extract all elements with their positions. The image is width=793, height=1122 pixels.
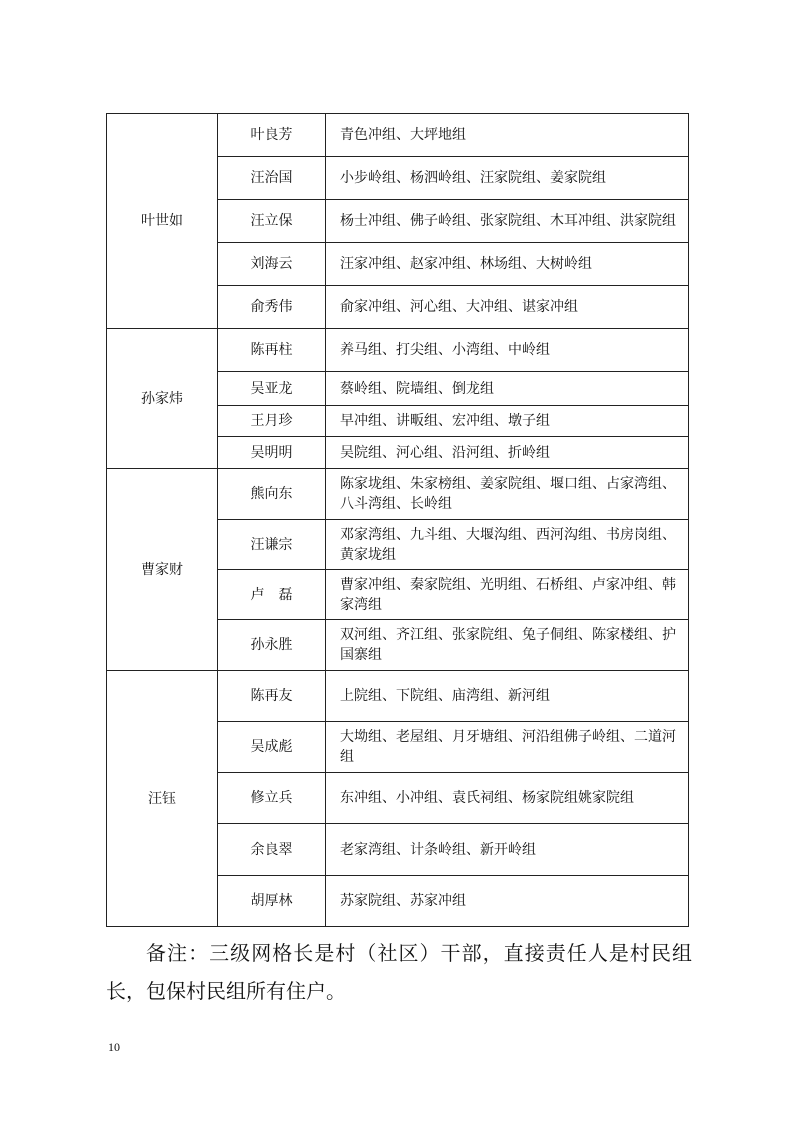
- member-cell: 修立兵: [218, 773, 326, 824]
- member-cell: 刘海云: [218, 243, 326, 286]
- table-row: [107, 114, 689, 157]
- groups-cell: 陈家垅组、朱家榜组、姜家院组、堰口组、占家湾组、八斗湾组、长岭组: [326, 469, 689, 520]
- member-cell: 胡厚林: [218, 876, 326, 927]
- member-cell: 汪立保: [218, 200, 326, 243]
- member-cell: 吴明明: [218, 437, 326, 469]
- groups-cell: 小步岭组、杨泗岭组、汪家院组、姜家院组: [326, 157, 689, 200]
- groups-cell: 上院组、下院组、庙湾组、新河组: [326, 671, 689, 722]
- groups-cell: 养马组、打尖组、小湾组、中岭组: [326, 329, 689, 372]
- member-cell: 吴亚龙: [218, 372, 326, 406]
- leader-cell: 叶世如: [107, 114, 218, 329]
- groups-cell: 俞家冲组、河心组、大冲组、谌家冲组: [326, 286, 689, 329]
- member-cell: 余良翠: [218, 824, 326, 876]
- remark-paragraph: 备注：三级网格长是村（社区）干部，直接责任人是村民组长，包保村民组所有住户。: [106, 941, 692, 1003]
- groups-cell: 东冲组、小冲组、袁氏祠组、杨家院组姚家院组: [326, 773, 689, 824]
- page-number: 10: [108, 1040, 120, 1054]
- table-row: [107, 469, 689, 520]
- member-cell: 吴成彪: [218, 722, 326, 773]
- groups-cell: 早冲组、讲畈组、宏冲组、墩子组: [326, 406, 689, 437]
- table-row: [107, 329, 689, 372]
- leader-cell: 曹家财: [107, 469, 218, 671]
- member-cell: 俞秀伟: [218, 286, 326, 329]
- leader-cell: 孙家炜: [107, 329, 218, 469]
- member-cell: 陈再柱: [218, 329, 326, 372]
- groups-cell: 邓家湾组、九斗组、大堰沟组、西河沟组、书房岗组、黄家垅组: [326, 520, 689, 570]
- groups-cell: 青色冲组、大坪地组: [326, 114, 689, 157]
- member-cell: 卢 磊: [218, 570, 326, 620]
- groups-cell: 吴院组、河心组、沿河组、折岭组: [326, 437, 689, 469]
- grid-assignment-table: [106, 113, 689, 927]
- member-cell: 王月珍: [218, 406, 326, 437]
- groups-cell: 大坳组、老屋组、月牙塘组、河沿组佛子岭组、二道河组: [326, 722, 689, 773]
- groups-cell: 杨士冲组、佛子岭组、张家院组、木耳冲组、洪家院组: [326, 200, 689, 243]
- groups-cell: 汪家冲组、赵家冲组、林场组、大树岭组: [326, 243, 689, 286]
- member-cell: 孙永胜: [218, 620, 326, 671]
- groups-cell: 老家湾组、计条岭组、新开岭组: [326, 824, 689, 876]
- member-cell: 汪谦宗: [218, 520, 326, 570]
- groups-cell: 双河组、齐江组、张家院组、兔子侗组、陈家楼组、护国寨组: [326, 620, 689, 671]
- member-cell: 熊向东: [218, 469, 326, 520]
- leader-cell: 汪钰: [107, 671, 218, 927]
- member-cell: 汪治国: [218, 157, 326, 200]
- groups-cell: 蔡岭组、院墙组、倒龙组: [326, 372, 689, 406]
- groups-cell: 曹家冲组、秦家院组、光明组、石桥组、卢家冲组、韩家湾组: [326, 570, 689, 620]
- member-cell: 叶良芳: [218, 114, 326, 157]
- table-row: [107, 671, 689, 722]
- groups-cell: 苏家院组、苏家冲组: [326, 876, 689, 927]
- member-cell: 陈再友: [218, 671, 326, 722]
